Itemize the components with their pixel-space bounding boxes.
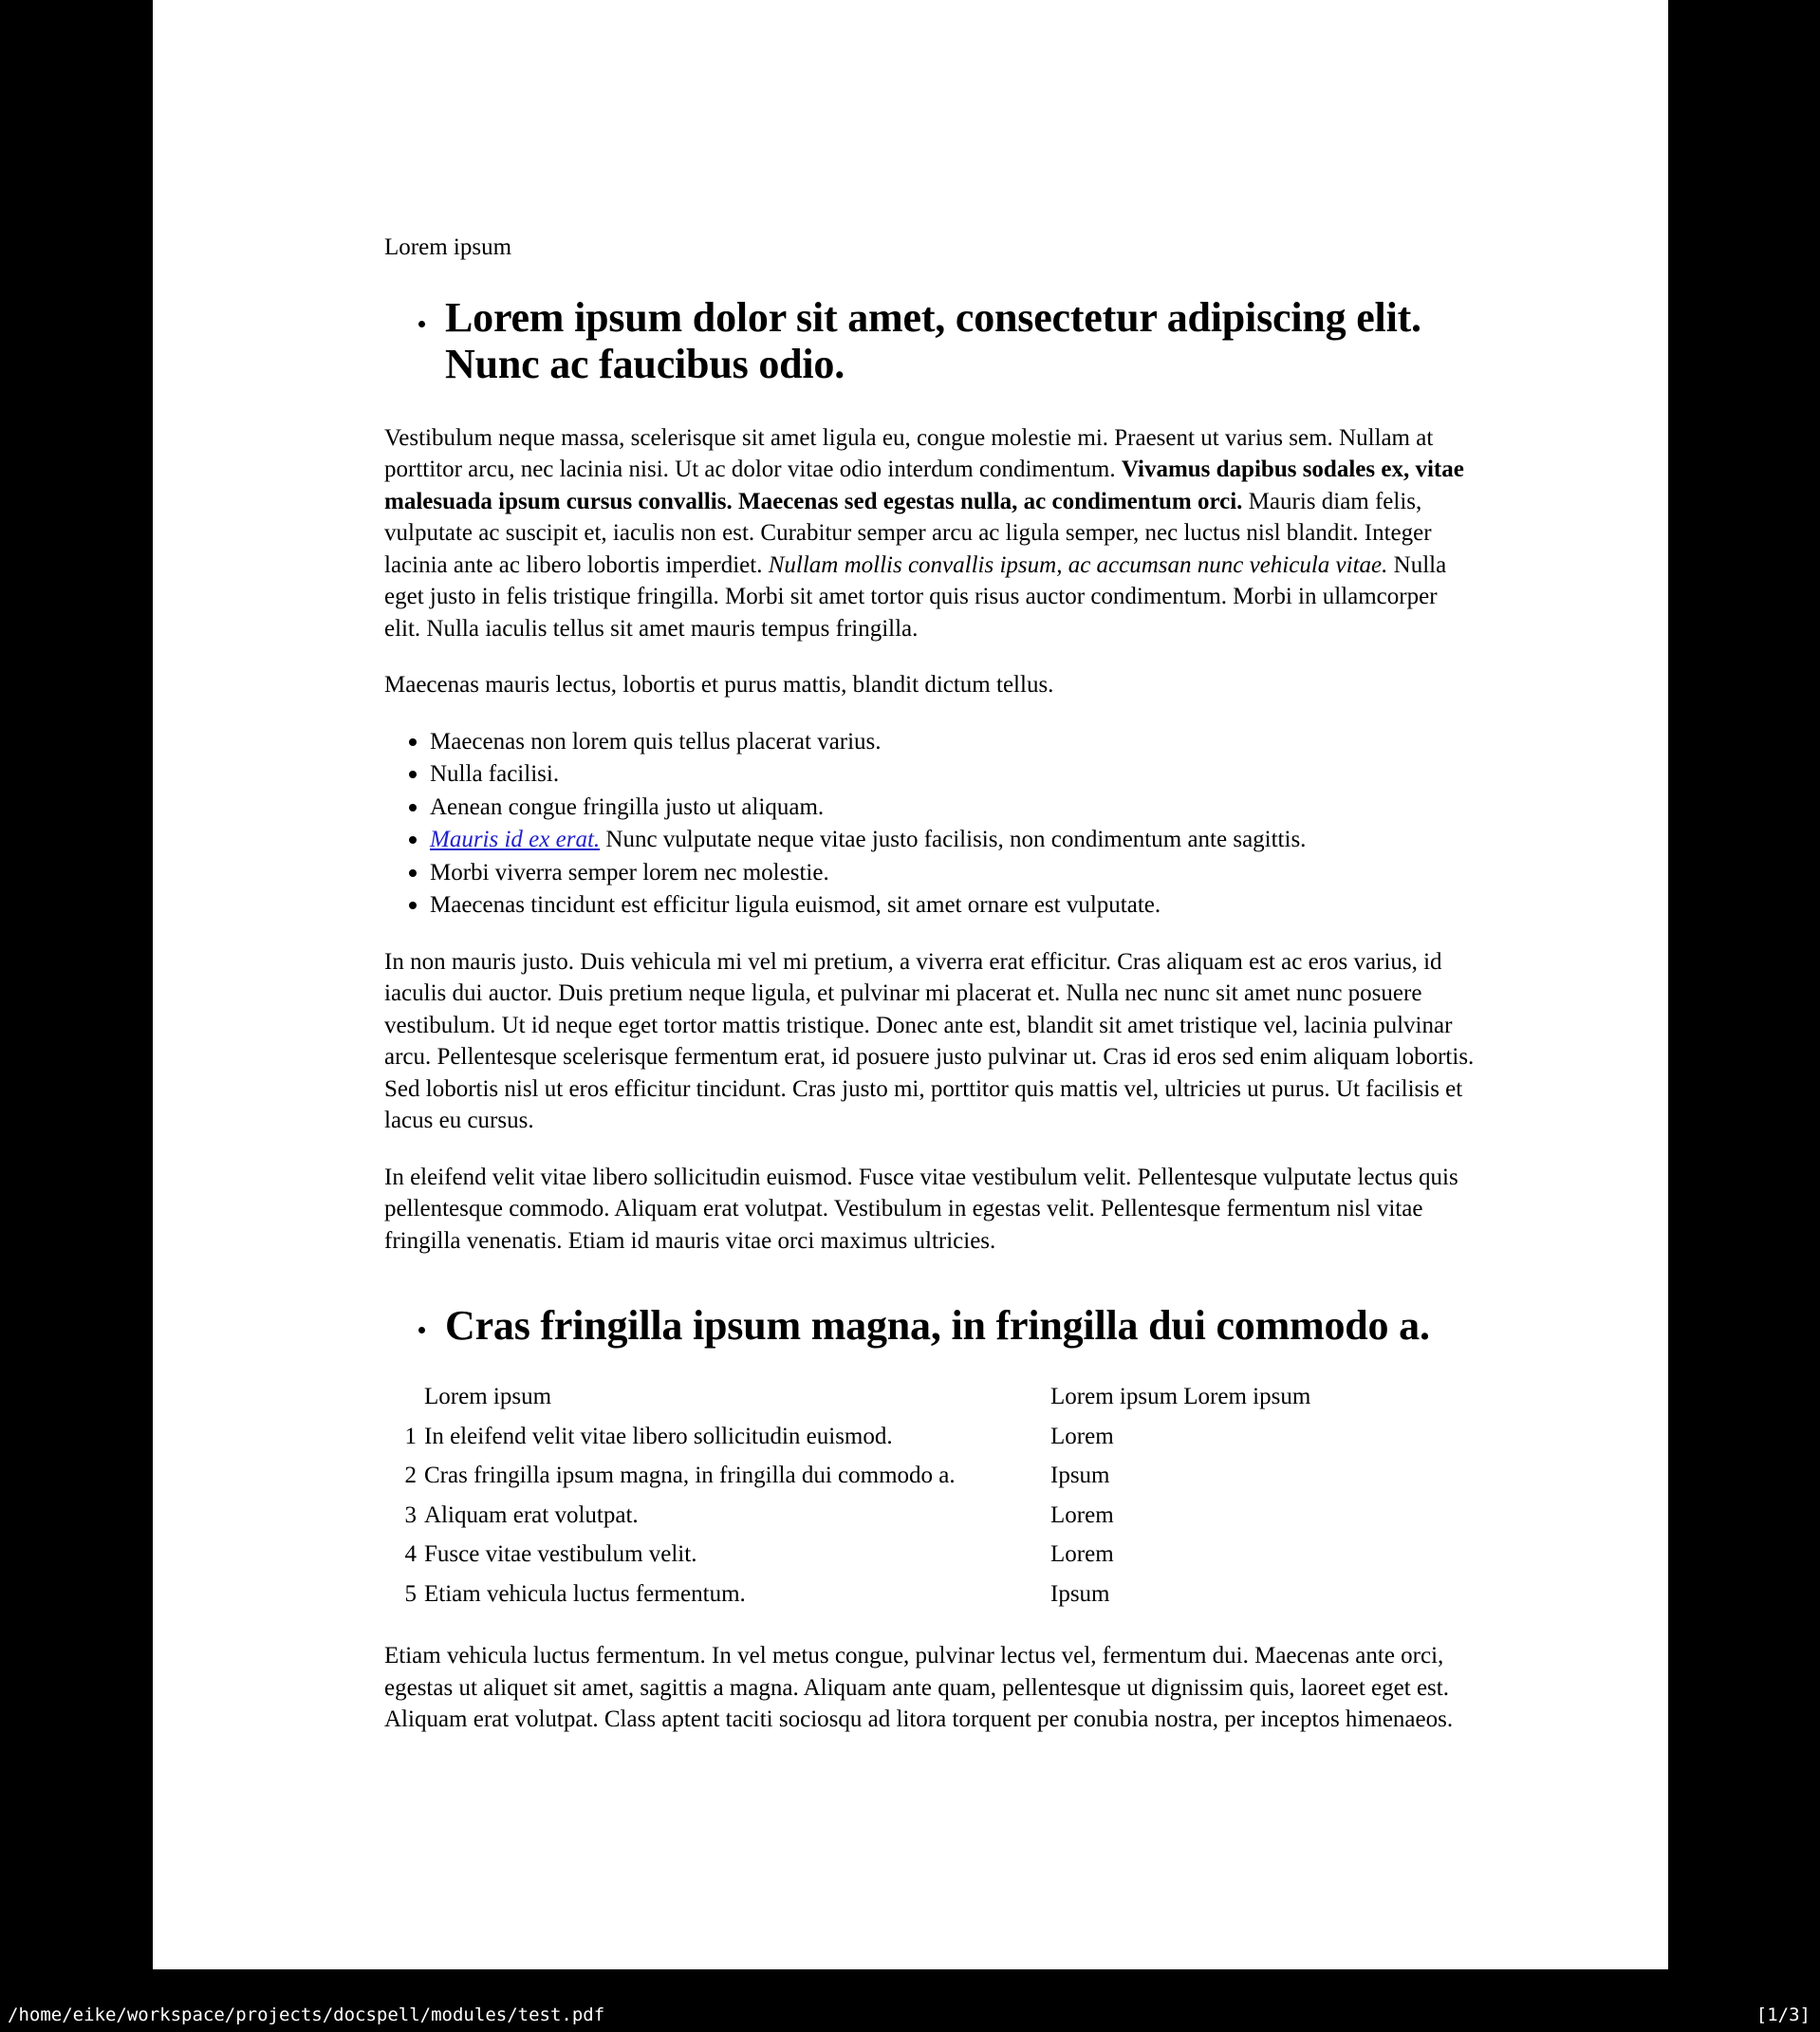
paragraph-1-part-2: Mauris diam felis, vulputate ac suscipit et, iaculis non est. Curabitur semper arcu ac ligula semper, nec luctus nisl blandit. Integer lacinia ante ac libero lobortis imperdiet. — [384, 488, 1432, 578]
list-item — [430, 824, 1476, 856]
bullet-icon — [418, 321, 425, 327]
paragraph-1 — [384, 422, 1476, 645]
table-body — [384, 1417, 1476, 1614]
paragraph-1-italic-1: Nullam mollis convallis ipsum, ac accumsan nunc vehicula vitae. — [768, 551, 1388, 578]
table-cell-num: 5 — [404, 1580, 417, 1607]
document-header-label: Lorem ipsum — [384, 234, 512, 260]
table-row — [384, 1417, 1476, 1457]
list-item: Maecenas tincidunt est efficitur ligula euismod, sit amet ornare est vulputate. — [430, 889, 1476, 922]
table-header — [384, 1377, 1476, 1417]
table-cell-num: 1 — [404, 1423, 417, 1449]
list-item: Morbi viverra semper lorem nec molestie. — [430, 857, 1476, 889]
section-title: Cras fringilla ipsum magna, in fringilla dui commodo a. — [445, 1302, 1430, 1350]
paragraph-3: In non mauris justo. Duis vehicula mi vel mi pretium, a viverra erat efficitur. Cras aliquam est ac eros varius, id iaculis dui auctor. Duis pretium neque ligula, et pulvinar mi placerat et. Nulla nec nunc sit amet nunc posuere vestibulum. Ut id neque eget tortor mattis tristique. Donec ante est, blandit sit amet tristique vel, lacinia pulvinar arcu. Pellentesque scelerisque fermentum erat, id posuere justo pulvinar ut. Cras id eros sed enim aliquam lobortis. Sed lobortis nisl ut eros efficitur tincidunt. Cras justo mi, porttitor quis mattis vel, ultricies ut purus. Ut facilisis et lacus eu cursus. — [384, 948, 1475, 1134]
mauris-id-ex-erat-link[interactable]: Mauris id ex erat. — [430, 827, 601, 853]
status-bar — [0, 1998, 1820, 2032]
table-cell-num: 2 — [404, 1463, 417, 1489]
table-row — [384, 1535, 1476, 1575]
file-path-label: /home/eike/workspace/projects/docspell/modules/test.pdf — [8, 2004, 605, 2025]
paragraph-4: In eleifend velit vitae libero sollicitudin euismod. Fusce vitae vestibulum velit. Pellentesque vulputate lectus quis pellentesque commodo. Aliquam erat volutpat. Vestibulum in egestas velit. Pellentesque fermentum nisl vitae fringilla venenatis. Etiam id mauris vitae orci maximus ultricies. — [384, 1164, 1458, 1254]
table-header-value: Lorem ipsum Lorem ipsum — [1050, 1384, 1311, 1410]
table-header-desc: Lorem ipsum — [424, 1384, 552, 1410]
table-cell-desc: Aliquam erat volutpat. — [424, 1501, 639, 1528]
page-content — [384, 233, 1476, 1761]
paragraph-1-bold-1: Vivamus dapibus sodales ex, vitae malesuada ipsum cursus convallis. Maecenas sed egestas nulla, ac condimentum orci. — [384, 457, 1464, 514]
page-indicator: [1/3] — [1755, 2004, 1811, 2025]
table-cell-value: Lorem — [1050, 1501, 1114, 1528]
list-item-rest: Nunc vulputate neque vitae justo facilisis, non condimentum ante sagittis. — [600, 827, 1307, 853]
page-title: Lorem ipsum dolor sit amet, consectetur adipiscing elit. Nunc ac faucibus odio. — [445, 294, 1421, 388]
data-table — [384, 1377, 1476, 1613]
paragraph-1-part-3: Nulla eget justo in felis tristique fringilla. Morbi sit amet tortor quis risus auctor condimentum. Morbi in ullamcorper elit. Nulla iaculis tellus sit amet mauris tempus fringilla. — [384, 551, 1447, 642]
table-header-num — [384, 1377, 424, 1417]
table-row — [384, 1456, 1476, 1496]
bullet-icon — [418, 1327, 425, 1333]
pdf-page[interactable] — [153, 0, 1668, 1969]
table-cell-desc: Cras fringilla ipsum magna, in fringilla dui commodo a. — [424, 1463, 956, 1489]
heading-2-block — [384, 1302, 1476, 1349]
bullet-list — [384, 726, 1476, 922]
paragraph-2: Maecenas mauris lectus, lobortis et purus mattis, blandit dictum tellus. — [384, 672, 1054, 699]
table-cell-value: Ipsum — [1050, 1463, 1110, 1489]
table-row — [384, 1575, 1476, 1614]
table-header-row — [384, 1377, 1476, 1417]
table-cell-num: 3 — [404, 1501, 417, 1528]
table-row — [384, 1496, 1476, 1536]
table-cell-value: Lorem — [1050, 1541, 1114, 1568]
list-item: Nulla facilisi. — [430, 758, 1476, 791]
list-item: Aenean congue fringilla justo ut aliquam. — [430, 792, 1476, 824]
list-item: Maecenas non lorem quis tellus placerat varius. — [430, 726, 1476, 758]
heading-1-block — [384, 294, 1476, 388]
paragraph-1-part-1: Vestibulum neque massa, scelerisque sit amet ligula eu, congue molestie mi. Praesent ut varius sem. Nullam at porttitor arcu, nec lacinia nisi. Ut ac dolor vitae odio interdum condimentum. — [384, 424, 1434, 483]
table-cell-desc: Etiam vehicula luctus fermentum. — [424, 1580, 746, 1607]
table-cell-value: Ipsum — [1050, 1580, 1110, 1607]
table-cell-desc: Fusce vitae vestibulum velit. — [424, 1541, 697, 1568]
table-cell-value: Lorem — [1050, 1423, 1114, 1449]
table-cell-desc: In eleifend velit vitae libero sollicitudin euismod. — [424, 1423, 893, 1449]
table-cell-num: 4 — [404, 1541, 417, 1568]
paragraph-5: Etiam vehicula luctus fermentum. In vel metus congue, pulvinar lectus vel, fermentum dui. Maecenas ante orci, egestas ut aliquet sit amet, sagittis a magna. Aliquam ante quam, pellentesque ut dignissim quis, laoreet eget est. Aliquam erat volutpat. Class aptent taciti sociosqu ad litora torquent per conubia nostra, per inceptos himenaeos. — [384, 1643, 1454, 1733]
